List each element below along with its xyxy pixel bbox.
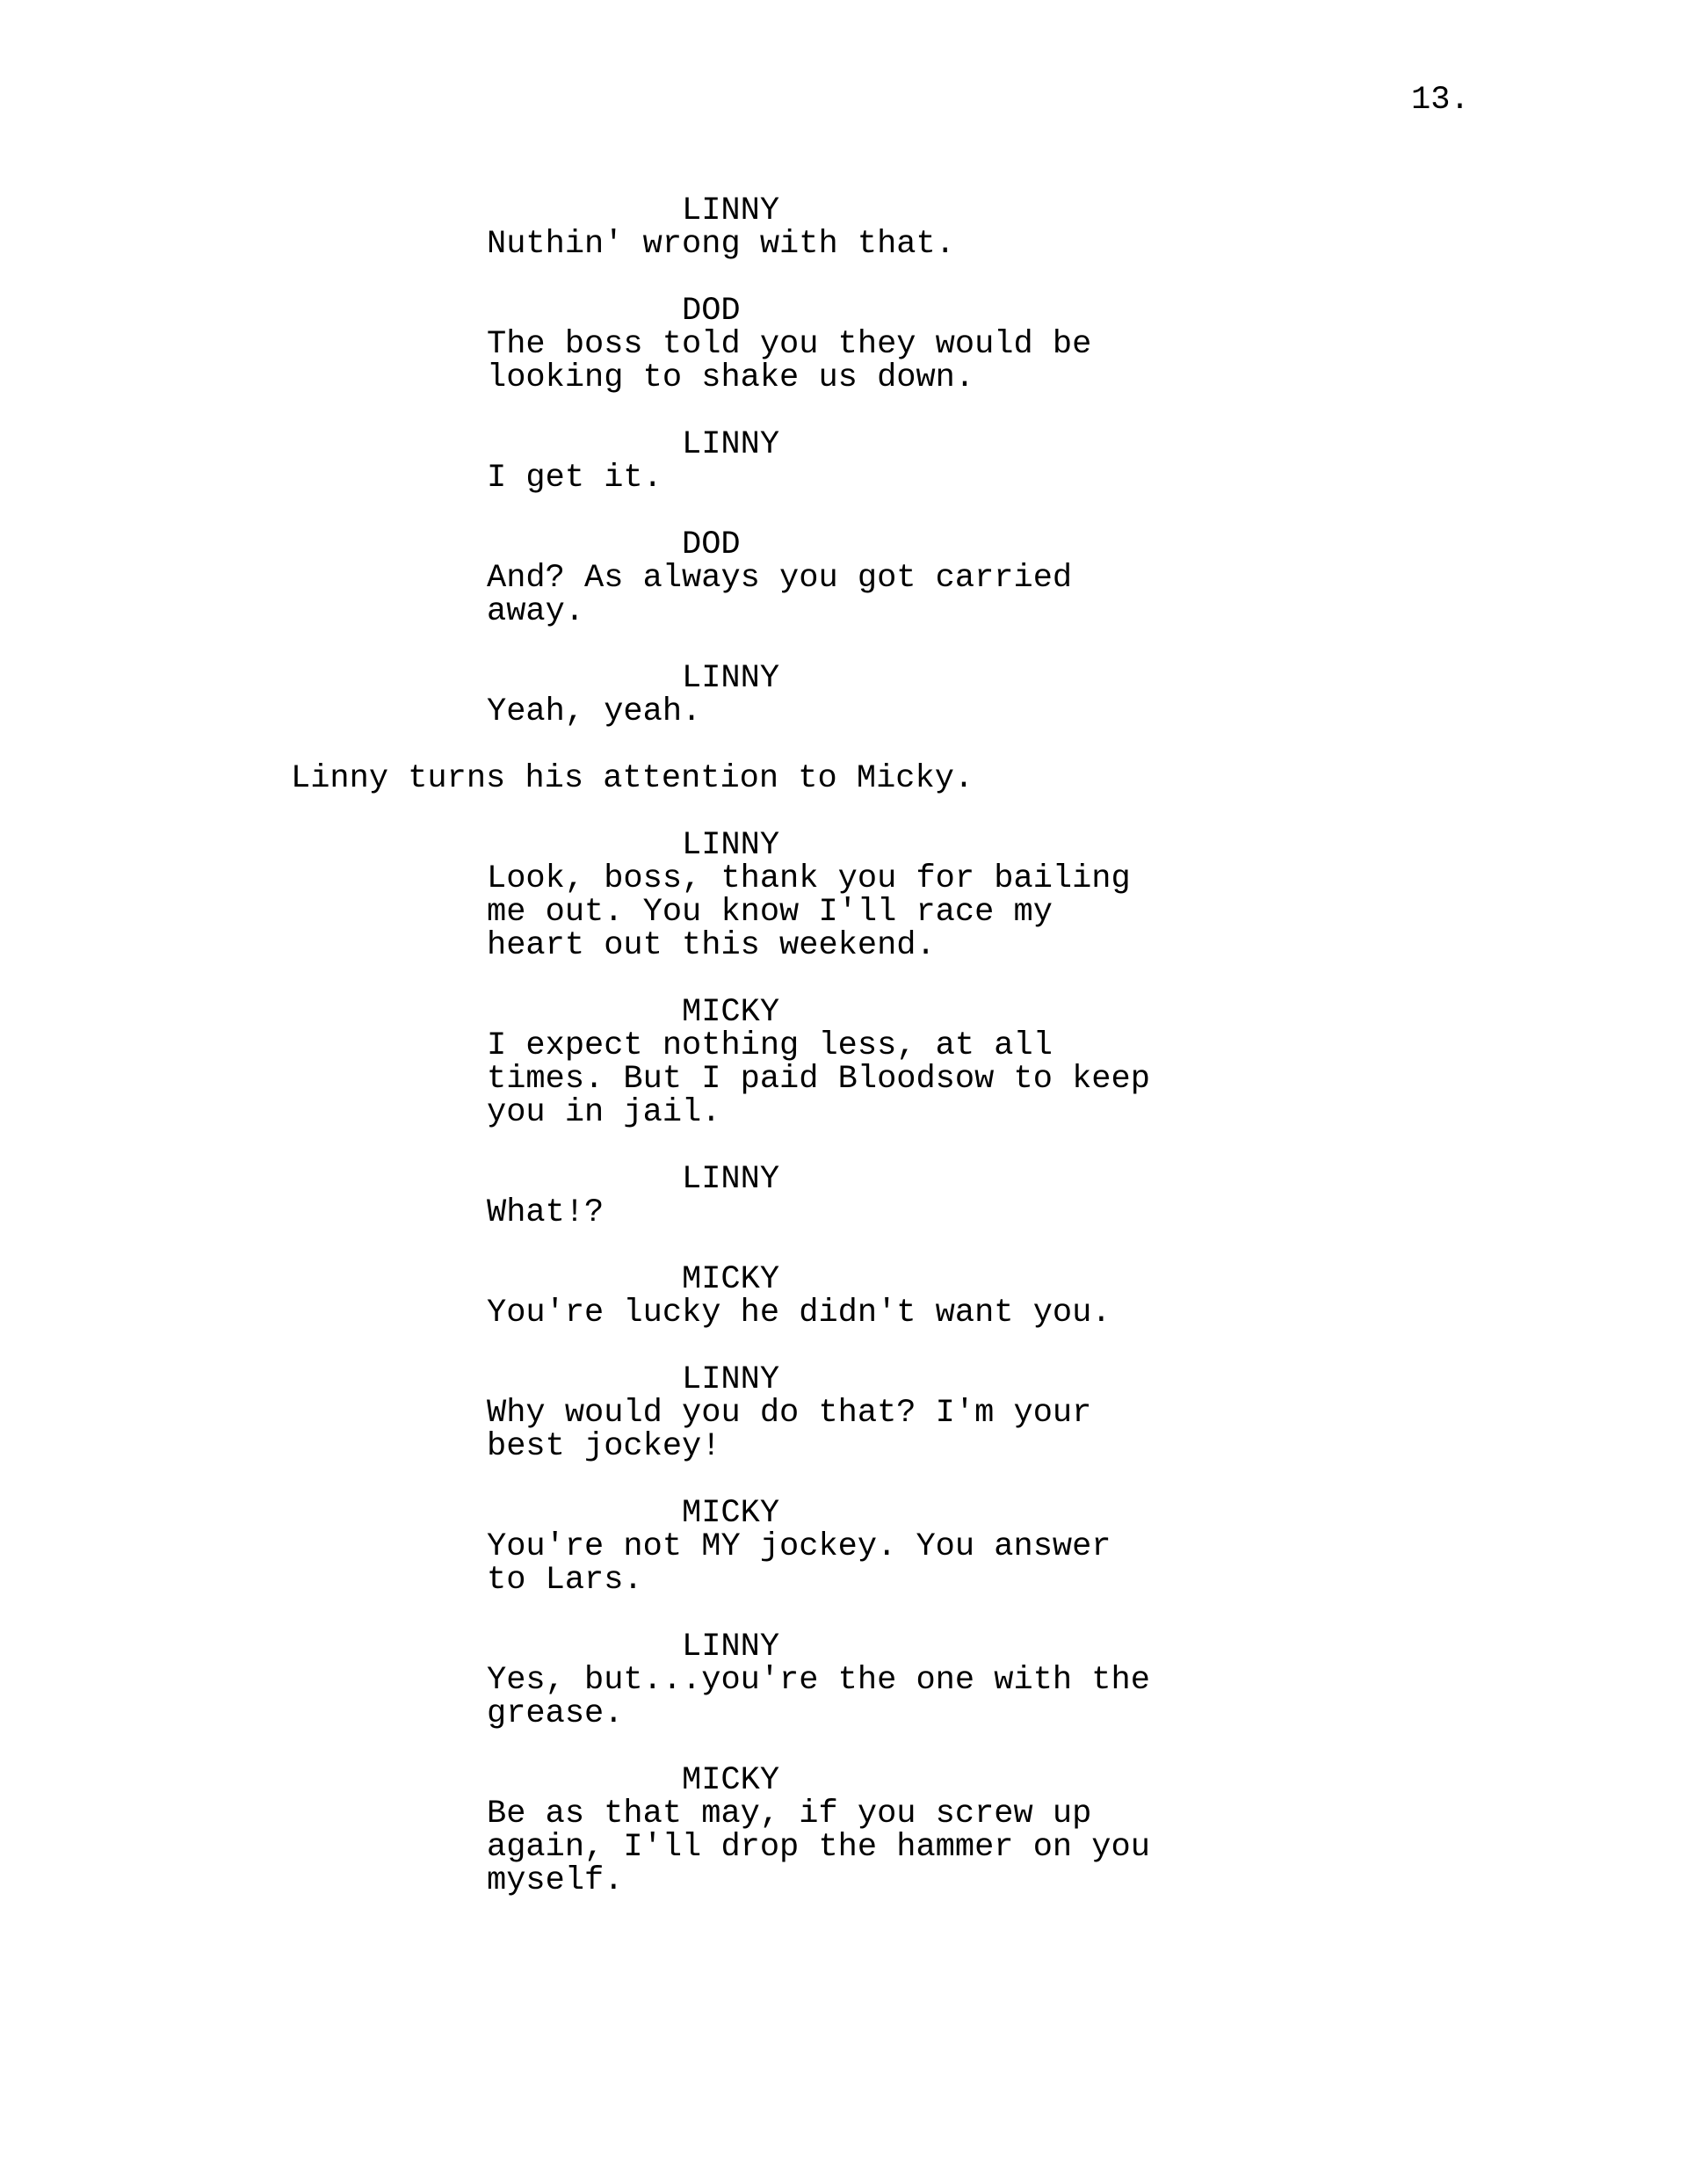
action-line: Linny turns his attention to Micky. [291, 760, 974, 797]
character-name: MICKY [682, 1261, 780, 1298]
action-block [0, 762, 1687, 795]
dialogue-line: myself. [487, 1862, 624, 1899]
character-name: LINNY [682, 426, 780, 463]
dialogue-line: me out. You know I'll race my [487, 894, 1053, 931]
character-name: LINNY [682, 1161, 780, 1198]
dialogue-line: Look, boss, thank you for bailing [487, 860, 1131, 897]
dialogue-block [0, 662, 1687, 729]
character-name: LINNY [682, 660, 780, 697]
dialogue-line: Yeah, yeah. [487, 693, 702, 730]
character-name: MICKY [682, 994, 780, 1031]
dialogue-block [0, 996, 1687, 1129]
dialogue-line: And? As always you got carried [487, 560, 1073, 597]
dialogue-block [0, 1163, 1687, 1230]
dialogue-line: You're not MY jockey. You answer [487, 1528, 1111, 1565]
dialogue-line: times. But I paid Bloodsow to keep [487, 1061, 1150, 1098]
dialogue-block [0, 1263, 1687, 1330]
character-name: LINNY [682, 192, 780, 229]
dialogue-line: best jockey! [487, 1428, 721, 1465]
dialogue-block [0, 1497, 1687, 1597]
dialogue-line: What!? [487, 1194, 605, 1231]
character-name: LINNY [682, 1629, 780, 1665]
dialogue-block [0, 528, 1687, 628]
dialogue-block [0, 1764, 1687, 1897]
character-name: LINNY [682, 827, 780, 864]
dialogue-line: You're lucky he didn't want you. [487, 1295, 1111, 1331]
dialogue-line: looking to shake us down. [487, 359, 975, 396]
page-number: 13. [1411, 82, 1470, 119]
dialogue-block [0, 294, 1687, 395]
dialogue-line: Yes, but...you're the one with the [487, 1662, 1150, 1699]
dialogue-line: away. [487, 593, 585, 630]
dialogue-line: Why would you do that? I'm your [487, 1395, 1092, 1432]
character-name: LINNY [682, 1361, 780, 1398]
dialogue-line: again, I'll drop the hammer on you [487, 1829, 1150, 1866]
dialogue-block [0, 829, 1687, 962]
dialogue-block [0, 428, 1687, 495]
dialogue-line: I expect nothing less, at all [487, 1027, 1053, 1064]
dialogue-line: heart out this weekend. [487, 927, 936, 964]
character-name: MICKY [682, 1495, 780, 1532]
dialogue-line: I get it. [487, 460, 662, 497]
character-name: MICKY [682, 1762, 780, 1799]
screenplay-body [0, 194, 1687, 1931]
character-name: DOD [682, 293, 741, 330]
dialogue-block [0, 194, 1687, 261]
character-name: DOD [682, 526, 741, 563]
dialogue-line: you in jail. [487, 1094, 721, 1131]
dialogue-line: Be as that may, if you screw up [487, 1796, 1092, 1832]
dialogue-block [0, 1363, 1687, 1463]
dialogue-line: to Lars. [487, 1562, 643, 1599]
dialogue-block [0, 1630, 1687, 1731]
dialogue-line: grease. [487, 1695, 624, 1732]
dialogue-line: Nuthin' wrong with that. [487, 226, 955, 263]
dialogue-line: The boss told you they would be [487, 326, 1092, 363]
